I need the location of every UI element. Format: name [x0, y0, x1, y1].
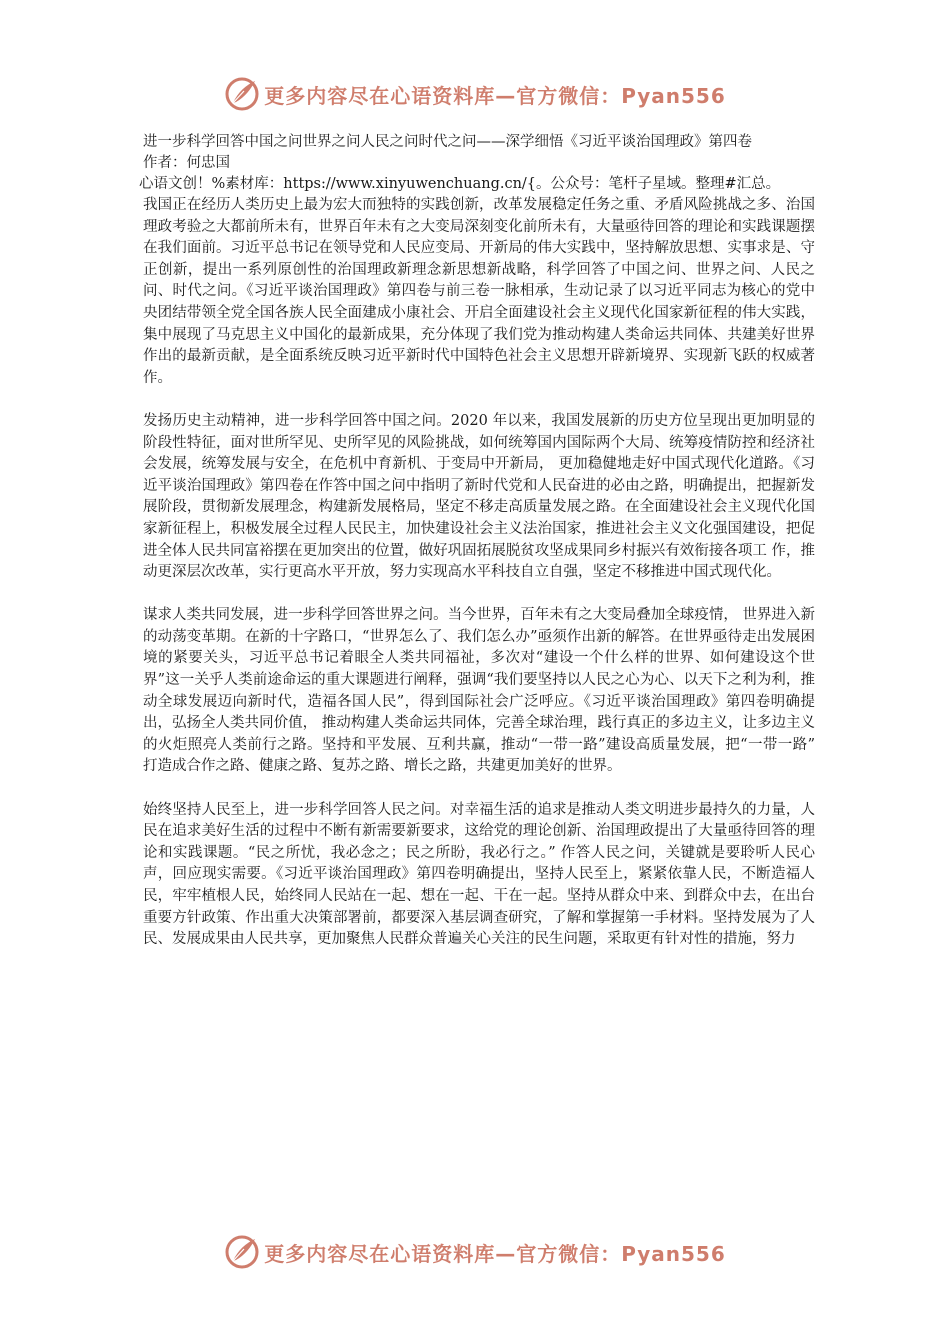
- top-watermark-banner: [0, 74, 950, 114]
- author-line: 作者：何忠国: [143, 155, 230, 171]
- quill-logo-icon: [224, 76, 260, 112]
- paragraph-china-question: 发扬历史主动精神，进一步科学回答中国之问。2020 年以来，我国发展新的历史方位呈现出更加明显的阶段性特征，面对世所罕见、史所罕见的风险挑战，如何统筹国内国际两个大局、统筹疫情防控和经济社会发展，统筹发展与安全，在危机中育新机、于变局中开新局， 更加稳健地走好中国式现代化道路。《习近平谈治国理政》第四卷在作答中国之问中指明了新时代党和人民奋进的必由之路，明确提出，把握新发展阶段，贯彻新发展理念，构建新发展格局，坚定不移走高质量发展之路。在全面建设社会主义现代化国家新征程上，积极发展全过程人民民主，加快建设社会主义法治国家，推进社会主义文化强国建设，把促进全体人民共同富裕摆在更加突出的位置，做好巩固拓展脱贫攻坚成果同乡村振兴有效衔接各项工 作，推动更深层次改革，实行更高水平开放，努力实现高水平科技自立自强，坚定不移推进中国式现代化。: [143, 412, 815, 581]
- document-title: 进一步科学回答中国之问世界之问人民之问时代之问——深学细悟《习近平谈治国理政》第四卷: [143, 134, 752, 150]
- source-line: 心语文创！%素材库：https://www.xinyuwenchuang.cn/{。公众号：笔杆子星域。整理#汇总。: [139, 176, 781, 192]
- document-body: [139, 131, 815, 972]
- quill-logo-icon: [224, 1234, 260, 1270]
- paragraph-world-question: 谋求人类共同发展，进一步科学回答世界之问。当今世界，百年未有之大变局叠加全球疫情， 世界进入新的动荡变革期。在新的十字路口，“世界怎么了、我们怎么办”亟须作出新的解答。在世界亟待走出发展困境的紧要关头，习近平总书记着眼全人类共同福祉，多次对“建设一个什么样的世界、如何建设这个世界”这一关乎人类前途命运的重大课题进行阐释，强调“我们要坚持以人民之心为心、以天下之利为利，推动全球发展迈向新时代，造福各国人民”，得到国际社会广泛呼应。《习近平谈治国理政》第四卷明确提出，弘扬全人类共同价值， 推动构建人类命运共同体，完善全球治理，践行真正的多边主义，让多边主义的火炬照亮人类前行之路。坚持和平发展、互利共赢，推动“一带一路”建设高质量发展，把“一带一路” 打造成合作之路、健康之路、复苏之路、增长之路，共建更加美好的世界。: [143, 607, 815, 775]
- bottom-watermark-banner: [0, 1232, 950, 1272]
- paragraph-intro: 我国正在经历人类历史上最为宏大而独特的实践创新，改革发展稳定任务之重、矛盾风险挑战之多、治国理政考验之大都前所未有，世界百年未有之大变局深刻变化前所未有，大量亟待回答的理论和实践课题摆在我们面前。习近平总书记在领导党和人民应变局、开新局的伟大实践中，坚持解放思想、实事求是、守正创新，提出一系列原创性的治国理政新理念新思想新战略，科学回答了中国之问、世界之问、人民之问、时代之问。《习近平谈治国理政》第四卷与前三卷一脉相承，生动记录了以习近平同志为核心的党中央团结带领全党全国各族人民全面建成小康社会、开启全面建设社会主义现代化国家新征程的伟大实践，集中展现了马克思主义中国化的最新成果，充分体现了我们党为推动构建人类命运共同体、共建美好世界作出的最新贡献，是全面系统反映习近平新时代中国特色社会主义思想开辟新境界、实现新飞跃的权威著作。: [143, 197, 815, 386]
- watermark-text: 更多内容尽在心语资料库—官方微信：Pyan556: [264, 1241, 726, 1266]
- paragraph-people-question: 始终坚持人民至上，进一步科学回答人民之问。对幸福生活的追求是推动人类文明进步最持久的力量，人民在追求美好生活的过程中不断有新需要新要求，这给党的理论创新、治国理政提出了大量亟待回答的理论和实践课题。“民之所忧，我必念之；民之所盼，我必行之。” 作答人民之问，关键就是要聆听人民心声，回应现实需要。《习近平谈治国理政》第四卷明确提出，坚持人民至上，紧紧依靠人民，不断造福人民，牢牢植根人民，始终同人民站在一起、想在一起、干在一起。坚持从群众中来、到群众中去，在出台重要方针政策、作出重大决策部署前，都要深入基层调查研究，了解和掌握第一手材料。坚持发展为了人民、发展成果由人民共享，更加聚焦人民群众普遍关心关注的民生问题，采取更有针对性的措施，努力: [143, 801, 815, 948]
- watermark-text: 更多内容尽在心语资料库—官方微信：Pyan556: [264, 83, 726, 108]
